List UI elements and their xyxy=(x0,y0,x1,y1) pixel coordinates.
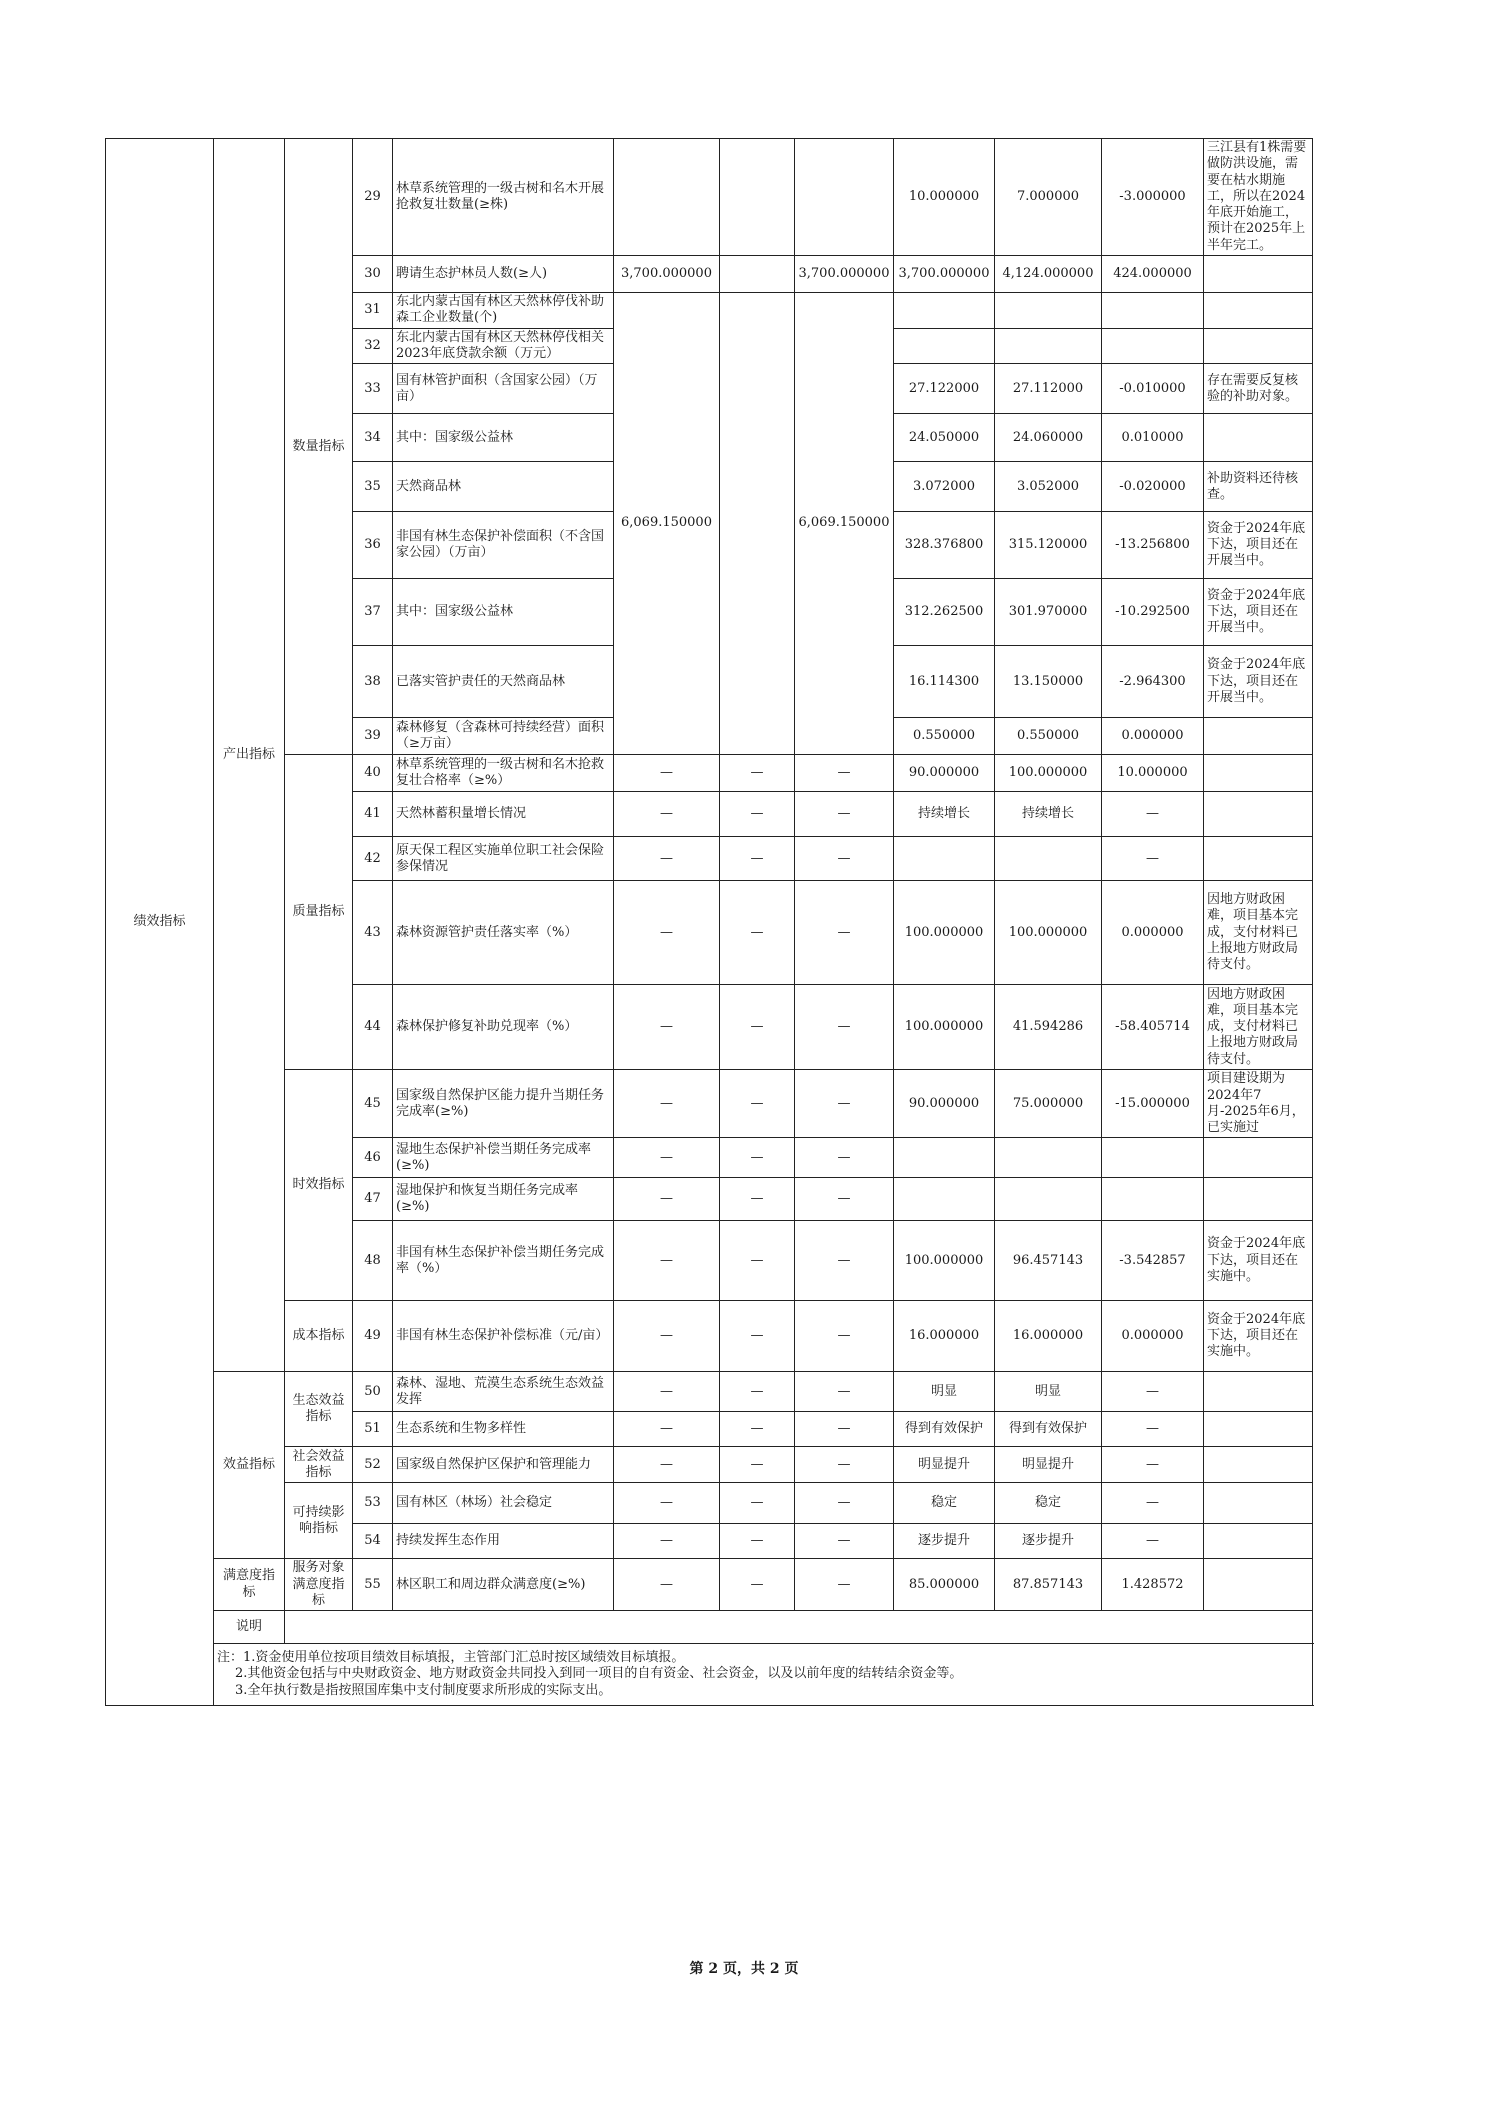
deviation-value: — xyxy=(1102,1524,1204,1559)
indicator-name: 原天保工程区实施单位职工社会保险参保情况 xyxy=(393,837,614,881)
footnote-2: 2.其他资金包括与中央财政资金、地方财政资金共同投入到同一项目的自有资金、社会资金，以及以前年度的结转结余资金等。 xyxy=(235,1666,963,1682)
execution-dash: — xyxy=(795,1138,894,1178)
actual-value: 3.052000 xyxy=(995,462,1102,512)
execution-dash: — xyxy=(795,1447,894,1483)
row-number: 33 xyxy=(353,364,393,414)
row-number: 47 xyxy=(353,1178,393,1221)
execution-cell xyxy=(795,139,894,256)
other-dash: — xyxy=(720,792,795,837)
other-dash: — xyxy=(720,1372,795,1412)
execution-dash: — xyxy=(795,1559,894,1611)
deviation-value xyxy=(1102,292,1204,328)
footnote-1: 注：1.资金使用单位按项目绩效目标填报，主管部门汇总时按区域绩效目标填报。 xyxy=(217,1650,685,1666)
indicator-name: 湿地生态保护补偿当期任务完成率(≥%) xyxy=(393,1138,614,1178)
budget-dash: — xyxy=(614,1483,720,1524)
budget-dash: — xyxy=(614,792,720,837)
row-number: 48 xyxy=(353,1221,393,1301)
annual-budget-cell: 6,069.150000 xyxy=(614,292,720,755)
deviation-reason xyxy=(1204,328,1313,364)
target-value xyxy=(894,1138,995,1178)
execution-dash: — xyxy=(795,837,894,881)
row-number: 29 xyxy=(353,139,393,256)
target-value: 100.000000 xyxy=(894,1221,995,1301)
execution-dash: — xyxy=(795,1412,894,1447)
deviation-reason xyxy=(1204,1447,1313,1483)
target-value: 0.550000 xyxy=(894,718,995,755)
deviation-value: — xyxy=(1102,792,1204,837)
other-dash: — xyxy=(720,1412,795,1447)
row-number: 36 xyxy=(353,512,393,579)
deviation-value: 0.000000 xyxy=(1102,881,1204,985)
deviation-value xyxy=(1102,1138,1204,1178)
annual-budget-cell: 3,700.000000 xyxy=(614,255,720,292)
indicator-name: 天然林蓄积量增长情况 xyxy=(393,792,614,837)
other-dash: — xyxy=(720,1221,795,1301)
other-dash: — xyxy=(720,1138,795,1178)
other-funds-cell xyxy=(720,292,795,755)
other-dash: — xyxy=(720,1447,795,1483)
indicator-name: 聘请生态护林员人数(≥人) xyxy=(393,255,614,292)
indicator-name: 东北内蒙古国有林区天然林停伐补助森工企业数量(个) xyxy=(393,292,614,328)
page-footer: 第 2 页，共 2 页 xyxy=(689,1961,799,1977)
deviation-reason xyxy=(1204,837,1313,881)
indicator-name: 东北内蒙古国有林区天然林停伐相关2023年底贷款余额（万元） xyxy=(393,328,614,364)
actual-value: 0.550000 xyxy=(995,718,1102,755)
actual-value: 16.000000 xyxy=(995,1301,1102,1372)
indicator-name: 国有林管护面积（含国家公园）（万亩） xyxy=(393,364,614,414)
actual-value: 96.457143 xyxy=(995,1221,1102,1301)
row-number: 51 xyxy=(353,1412,393,1447)
indicator-name: 森林资源管护责任落实率（%） xyxy=(393,881,614,985)
target-value: 100.000000 xyxy=(894,985,995,1070)
budget-dash: — xyxy=(614,1178,720,1221)
performance-table xyxy=(105,138,1313,1706)
actual-value: 明显提升 xyxy=(995,1447,1102,1483)
indicator-name: 湿地保护和恢复当期任务完成率(≥%) xyxy=(393,1178,614,1221)
deviation-value: — xyxy=(1102,1483,1204,1524)
target-value: 90.000000 xyxy=(894,755,995,792)
execution-dash: — xyxy=(795,792,894,837)
deviation-value: 0.010000 xyxy=(1102,414,1204,462)
actual-value: 100.000000 xyxy=(995,881,1102,985)
execution-cell: 6,069.150000 xyxy=(795,292,894,755)
row-number: 45 xyxy=(353,1070,393,1138)
actual-value: 24.060000 xyxy=(995,414,1102,462)
budget-dash: — xyxy=(614,1447,720,1483)
deviation-reason xyxy=(1204,292,1313,328)
deviation-value: 1.428572 xyxy=(1102,1559,1204,1611)
actual-value: 持续增长 xyxy=(995,792,1102,837)
budget-dash: — xyxy=(614,1301,720,1372)
deviation-reason: 存在需要反复核验的补助对象。 xyxy=(1204,364,1313,414)
deviation-reason xyxy=(1204,1178,1313,1221)
execution-dash: — xyxy=(795,1178,894,1221)
deviation-reason xyxy=(1204,755,1313,792)
execution-dash: — xyxy=(795,1524,894,1559)
row-number: 52 xyxy=(353,1447,393,1483)
deviation-reason xyxy=(1204,255,1313,292)
deviation-reason xyxy=(1204,1372,1313,1412)
indicator-name: 森林修复（含森林可持续经营）面积（≥万亩） xyxy=(393,718,614,755)
deviation-reason xyxy=(1204,718,1313,755)
target-value xyxy=(894,292,995,328)
budget-dash: — xyxy=(614,1559,720,1611)
footnotes xyxy=(214,1644,1313,1706)
other-dash: — xyxy=(720,755,795,792)
actual-value: 315.120000 xyxy=(995,512,1102,579)
row-number: 31 xyxy=(353,292,393,328)
indicator-name: 国家级自然保护区能力提升当期任务完成率(≥%) xyxy=(393,1070,614,1138)
actual-value xyxy=(995,292,1102,328)
target-value: 10.000000 xyxy=(894,139,995,256)
actual-value: 41.594286 xyxy=(995,985,1102,1070)
label-sustain: 可持续影响指标 xyxy=(285,1483,353,1559)
label-quantity: 数量指标 xyxy=(285,139,353,755)
deviation-value: 0.000000 xyxy=(1102,718,1204,755)
budget-dash: — xyxy=(614,837,720,881)
indicator-name: 国家级自然保护区保护和管理能力 xyxy=(393,1447,614,1483)
row-number: 43 xyxy=(353,881,393,985)
row-number: 42 xyxy=(353,837,393,881)
other-dash: — xyxy=(720,1524,795,1559)
actual-value: 4,124.000000 xyxy=(995,255,1102,292)
actual-value xyxy=(995,1178,1102,1221)
indicator-name: 国有林区（林场）社会稳定 xyxy=(393,1483,614,1524)
actual-value: 75.000000 xyxy=(995,1070,1102,1138)
other-dash: — xyxy=(720,1559,795,1611)
budget-dash: — xyxy=(614,1524,720,1559)
budget-dash: — xyxy=(614,1070,720,1138)
other-dash: — xyxy=(720,1483,795,1524)
deviation-value: -3.000000 xyxy=(1102,139,1204,256)
label-output: 产出指标 xyxy=(214,139,285,1372)
target-value: 85.000000 xyxy=(894,1559,995,1611)
budget-dash: — xyxy=(614,755,720,792)
execution-dash: — xyxy=(795,985,894,1070)
label-eco-benefit: 生态效益指标 xyxy=(285,1372,353,1447)
row-number: 34 xyxy=(353,414,393,462)
label-cost: 成本指标 xyxy=(285,1301,353,1372)
target-value: 持续增长 xyxy=(894,792,995,837)
target-value xyxy=(894,328,995,364)
other-dash: — xyxy=(720,837,795,881)
indicator-name: 其中：国家级公益林 xyxy=(393,414,614,462)
budget-dash: — xyxy=(614,881,720,985)
row-number: 38 xyxy=(353,646,393,718)
target-value xyxy=(894,837,995,881)
deviation-reason xyxy=(1204,1138,1313,1178)
label-satisfaction: 满意度指标 xyxy=(214,1559,285,1611)
execution-cell: 3,700.000000 xyxy=(795,255,894,292)
indicator-name: 林区职工和周边群众满意度(≥%) xyxy=(393,1559,614,1611)
deviation-reason: 资金于2024年底下达，项目还在开展当中。 xyxy=(1204,646,1313,718)
deviation-value: — xyxy=(1102,1447,1204,1483)
indicator-name: 持续发挥生态作用 xyxy=(393,1524,614,1559)
other-dash: — xyxy=(720,1178,795,1221)
annual-budget-cell xyxy=(614,139,720,256)
label-social-benefit: 社会效益指标 xyxy=(285,1447,353,1483)
actual-value: 明显 xyxy=(995,1372,1102,1412)
row-number: 53 xyxy=(353,1483,393,1524)
target-value: 明显 xyxy=(894,1372,995,1412)
target-value: 16.000000 xyxy=(894,1301,995,1372)
other-dash: — xyxy=(720,1070,795,1138)
target-value: 3,700.000000 xyxy=(894,255,995,292)
row-number: 30 xyxy=(353,255,393,292)
budget-dash: — xyxy=(614,985,720,1070)
execution-dash: — xyxy=(795,1070,894,1138)
target-value: 328.376800 xyxy=(894,512,995,579)
footnote-3: 3.全年执行数是指按照国库集中支付制度要求所形成的实际支出。 xyxy=(235,1682,612,1698)
indicator-name: 森林保护修复补助兑现率（%） xyxy=(393,985,614,1070)
row-number: 35 xyxy=(353,462,393,512)
deviation-reason: 三江县有1株需要做防洪设施，需要在枯水期施工，所以在2024年底开始施工，预计在2025年上半年完工。 xyxy=(1204,139,1313,256)
actual-value: 稳定 xyxy=(995,1483,1102,1524)
label-benefit: 效益指标 xyxy=(214,1372,285,1559)
target-value: 24.050000 xyxy=(894,414,995,462)
actual-value: 逐步提升 xyxy=(995,1524,1102,1559)
execution-dash: — xyxy=(795,755,894,792)
execution-dash: — xyxy=(795,1483,894,1524)
deviation-reason: 因地方财政困难，项目基本完成，支付材料已上报地方财政局待支付。 xyxy=(1204,881,1313,985)
deviation-reason xyxy=(1204,792,1313,837)
deviation-value: 0.000000 xyxy=(1102,1301,1204,1372)
budget-dash: — xyxy=(614,1372,720,1412)
label-performance: 绩效指标 xyxy=(106,139,214,1706)
label-service-satisfaction: 服务对象满意度指标 xyxy=(285,1559,353,1611)
deviation-value: -2.964300 xyxy=(1102,646,1204,718)
deviation-value: — xyxy=(1102,1372,1204,1412)
indicator-name: 林草系统管理的一级古树和名木开展抢救复壮数量(≥株) xyxy=(393,139,614,256)
execution-dash: — xyxy=(795,1301,894,1372)
actual-value xyxy=(995,328,1102,364)
execution-dash: — xyxy=(795,1372,894,1412)
row-number: 46 xyxy=(353,1138,393,1178)
row-number: 39 xyxy=(353,718,393,755)
remark-cell xyxy=(285,1611,1313,1644)
target-value: 3.072000 xyxy=(894,462,995,512)
deviation-value: -15.000000 xyxy=(1102,1070,1204,1138)
target-value: 逐步提升 xyxy=(894,1524,995,1559)
indicator-name: 生态系统和生物多样性 xyxy=(393,1412,614,1447)
row-number: 54 xyxy=(353,1524,393,1559)
budget-dash: — xyxy=(614,1412,720,1447)
deviation-value: -3.542857 xyxy=(1102,1221,1204,1301)
actual-value: 100.000000 xyxy=(995,755,1102,792)
actual-value xyxy=(995,837,1102,881)
budget-dash: — xyxy=(614,1138,720,1178)
actual-value: 301.970000 xyxy=(995,579,1102,646)
label-quality: 质量指标 xyxy=(285,755,353,1070)
target-value: 90.000000 xyxy=(894,1070,995,1138)
row-number: 50 xyxy=(353,1372,393,1412)
actual-value: 得到有效保护 xyxy=(995,1412,1102,1447)
deviation-reason: 资金于2024年底下达，项目还在实施中。 xyxy=(1204,1221,1313,1301)
deviation-value: -13.256800 xyxy=(1102,512,1204,579)
execution-dash: — xyxy=(795,1221,894,1301)
label-remark: 说明 xyxy=(214,1611,285,1644)
deviation-value: -0.020000 xyxy=(1102,462,1204,512)
deviation-reason xyxy=(1204,414,1313,462)
indicator-name: 已落实管护责任的天然商品林 xyxy=(393,646,614,718)
other-dash: — xyxy=(720,1301,795,1372)
target-value: 312.262500 xyxy=(894,579,995,646)
target-value: 16.114300 xyxy=(894,646,995,718)
label-timeliness: 时效指标 xyxy=(285,1070,353,1301)
other-dash: — xyxy=(720,881,795,985)
indicator-name: 非国有林生态保护补偿标准（元/亩） xyxy=(393,1301,614,1372)
row-number: 32 xyxy=(353,328,393,364)
row-number: 40 xyxy=(353,755,393,792)
deviation-value: -10.292500 xyxy=(1102,579,1204,646)
deviation-value: — xyxy=(1102,1412,1204,1447)
actual-value: 13.150000 xyxy=(995,646,1102,718)
indicator-name: 林草系统管理的一级古树和名木抢救复壮合格率（≥%） xyxy=(393,755,614,792)
actual-value: 27.112000 xyxy=(995,364,1102,414)
indicator-name: 森林、湿地、荒漠生态系统生态效益发挥 xyxy=(393,1372,614,1412)
deviation-reason xyxy=(1204,1559,1313,1611)
deviation-reason xyxy=(1204,1412,1313,1447)
deviation-value: 10.000000 xyxy=(1102,755,1204,792)
deviation-reason xyxy=(1204,1483,1313,1524)
target-value: 明显提升 xyxy=(894,1447,995,1483)
target-value xyxy=(894,1178,995,1221)
deviation-reason: 因地方财政困难，项目基本完成，支付材料已上报地方财政局待支付。 xyxy=(1204,985,1313,1070)
row-number: 37 xyxy=(353,579,393,646)
row-number: 55 xyxy=(353,1559,393,1611)
deviation-reason: 项目建设期为2024年7月-2025年6月，已实施过 xyxy=(1204,1070,1313,1138)
other-dash: — xyxy=(720,985,795,1070)
deviation-reason: 资金于2024年底下达，项目还在开展当中。 xyxy=(1204,579,1313,646)
row-number: 49 xyxy=(353,1301,393,1372)
actual-value: 87.857143 xyxy=(995,1559,1102,1611)
deviation-value: — xyxy=(1102,837,1204,881)
deviation-reason xyxy=(1204,1524,1313,1559)
deviation-value xyxy=(1102,1178,1204,1221)
deviation-value xyxy=(1102,328,1204,364)
target-value: 得到有效保护 xyxy=(894,1412,995,1447)
deviation-reason: 补助资料还待核查。 xyxy=(1204,462,1313,512)
budget-dash: — xyxy=(614,1221,720,1301)
indicator-name: 天然商品林 xyxy=(393,462,614,512)
actual-value xyxy=(995,1138,1102,1178)
deviation-value: 424.000000 xyxy=(1102,255,1204,292)
actual-value: 7.000000 xyxy=(995,139,1102,256)
row-number: 44 xyxy=(353,985,393,1070)
indicator-name: 非国有林生态保护补偿面积（不含国家公园）（万亩） xyxy=(393,512,614,579)
deviation-reason: 资金于2024年底下达，项目还在开展当中。 xyxy=(1204,512,1313,579)
deviation-reason: 资金于2024年底下达，项目还在实施中。 xyxy=(1204,1301,1313,1372)
other-funds-cell xyxy=(720,139,795,256)
deviation-value: -0.010000 xyxy=(1102,364,1204,414)
execution-dash: — xyxy=(795,881,894,985)
target-value: 27.122000 xyxy=(894,364,995,414)
target-value: 稳定 xyxy=(894,1483,995,1524)
indicator-name: 其中：国家级公益林 xyxy=(393,579,614,646)
other-funds-cell xyxy=(720,255,795,292)
indicator-name: 非国有林生态保护补偿当期任务完成率（%） xyxy=(393,1221,614,1301)
target-value: 100.000000 xyxy=(894,881,995,985)
deviation-value: -58.405714 xyxy=(1102,985,1204,1070)
row-number: 41 xyxy=(353,792,393,837)
